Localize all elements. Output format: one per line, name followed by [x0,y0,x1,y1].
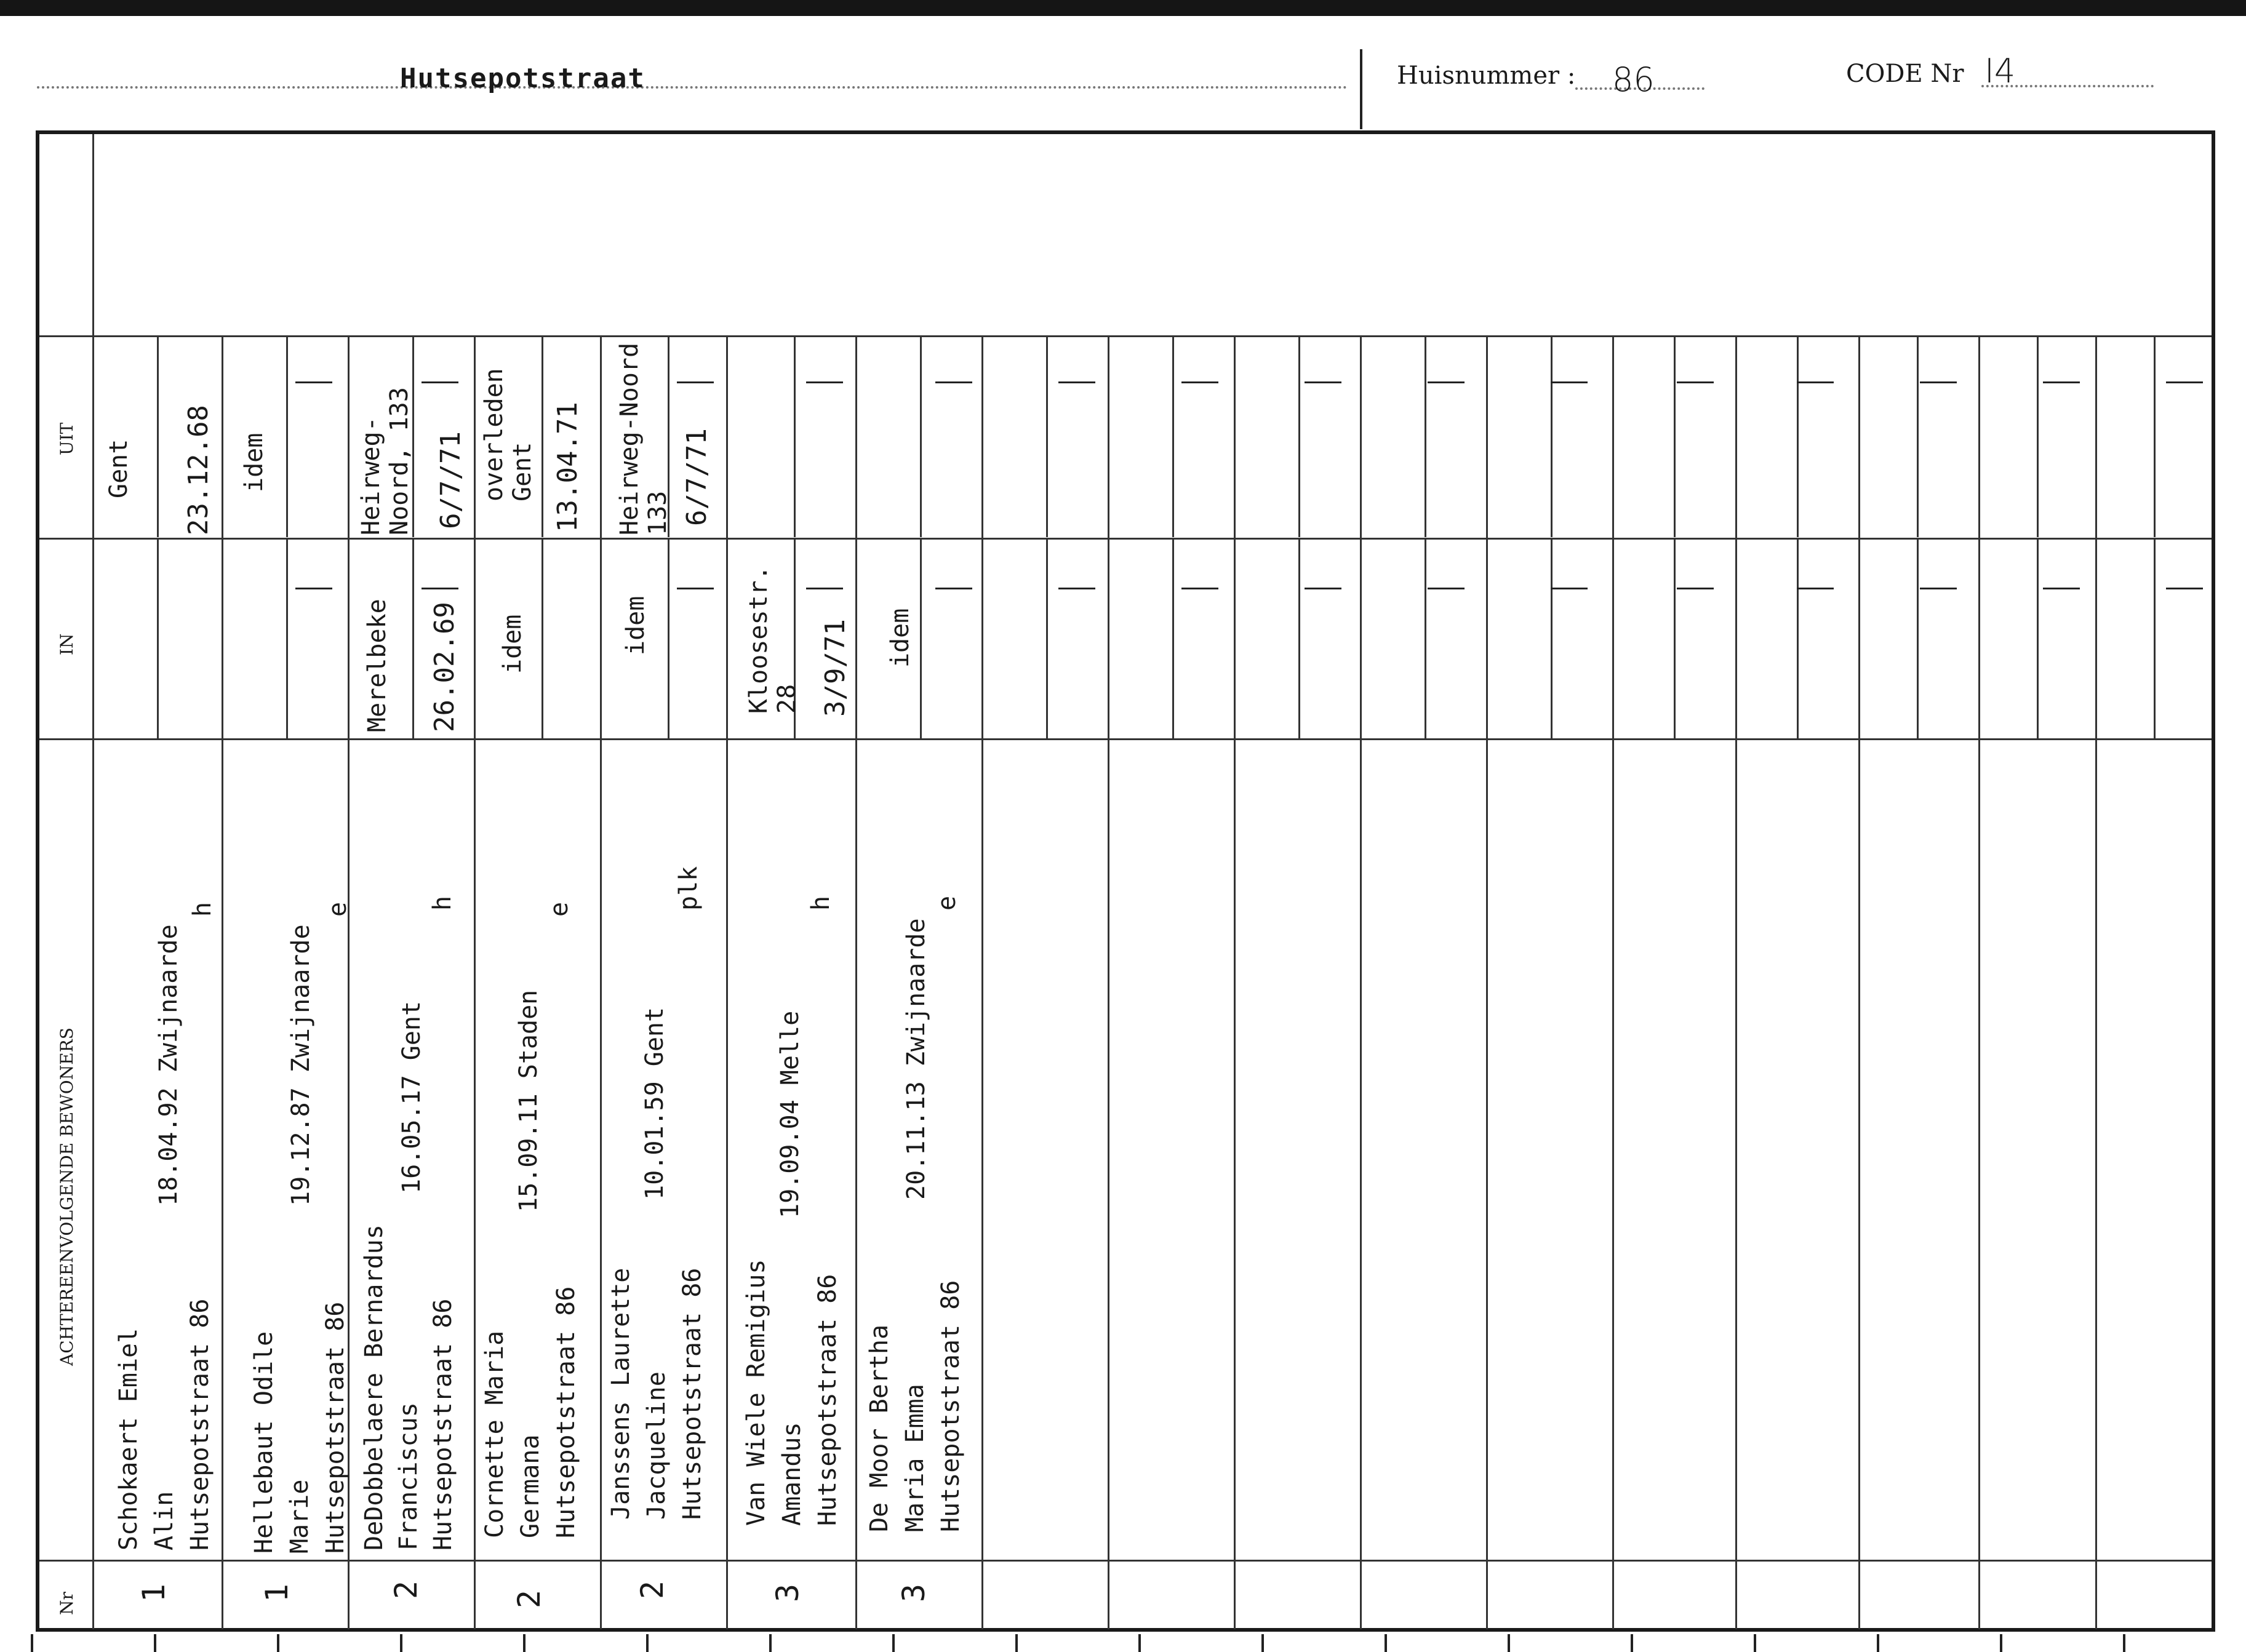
empty-cell-dash [677,381,714,383]
label-column-divider [92,134,94,1629]
header-separator [1360,49,1362,129]
in-place: idem [498,614,527,674]
sub-column-line [2037,335,2039,537]
uit-label: UIT [57,422,77,455]
sub-column-line [1172,538,1174,740]
in-date: 3/9/71 [820,619,851,717]
empty-cell-dash [295,588,332,589]
resident-marker: h [428,895,457,911]
empty-cell-dash [2043,588,2080,589]
sub-column-line [1551,335,1553,537]
entry-nr: 3 [896,1583,932,1603]
uit-date: 6/7/71 [435,431,466,529]
resident-line: Hellebaut Odile [250,1331,278,1554]
uit-date: 13.04.71 [552,402,583,532]
sub-column-line [920,335,922,537]
street-name: Hutsepotstraat [400,63,645,94]
empty-cell-dash [1305,588,1341,589]
resident-line: Germana [516,1434,545,1538]
sub-column-line [286,538,288,740]
resident-line: Jacqueline [642,1371,671,1520]
code-label: CODE Nr [1846,60,1964,88]
bottom-tick [1877,1634,1879,1652]
sub-column-line [1797,335,1799,537]
entry-nr: 3 [770,1583,805,1603]
resident-marker: e [545,901,573,917]
resident-marker: plk [674,866,703,911]
empty-cell-dash [1797,381,1834,383]
column-line [222,335,223,1629]
column-line [2095,335,2097,1629]
resident-line: De Moor Bertha [865,1324,893,1532]
empty-cell-dash [1058,381,1095,383]
resident-birth: 15.09.11 Staden [514,989,543,1212]
in-place: idem [621,596,650,655]
bottom-tick [1261,1634,1264,1652]
sub-column-line [1298,335,1300,537]
resident-line: Maria Emma [901,1384,929,1532]
resident-marker: h [807,895,835,911]
sub-column-line [286,335,288,537]
empty-cell-dash [1797,588,1834,589]
sub-column-line [2154,538,2156,740]
bottom-tick [1508,1634,1510,1652]
uit-place: Gent [105,439,133,498]
resident-line: Franciscus [394,1402,423,1550]
uit-date: 6/7/71 [681,428,713,526]
entry-nr: 2 [388,1580,424,1600]
resident-line: Marie [286,1479,314,1554]
resident-line: Hutsepotstraat 86 [321,1301,350,1554]
empty-cell-dash [2166,588,2203,589]
residents-top-line [39,738,2212,740]
entry-nr: 2 [634,1580,670,1600]
scan-top-edge [0,0,2246,16]
column-line [1612,335,1614,1629]
empty-cell-dash [677,588,714,589]
empty-cell-dash [422,588,458,589]
resident-line: Hutsepotstraat 86 [937,1280,965,1532]
empty-cell-dash [1428,588,1465,589]
empty-cell-dash [422,381,458,383]
bottom-tick [523,1634,526,1652]
sub-column-line [794,335,796,537]
empty-cell-dash [1551,381,1588,383]
nr-top-line [39,1560,2212,1562]
empty-cell-dash [1677,588,1714,589]
resident-birth: 16.05.17 Gent [398,1000,426,1194]
in-place: Kloosestr. 28 [745,565,801,714]
column-line [855,335,857,1629]
bottom-tick [769,1634,772,1652]
resident-line: Hutsepotstraat 86 [678,1267,706,1520]
resident-birth: 19.12.87 Zwijnaarde [287,924,315,1206]
code-value: I4 [1984,52,2016,90]
sub-column-line [920,538,922,740]
bottom-tick [892,1634,895,1652]
house-number-label: Huisnummer : [1397,62,1576,90]
resident-marker: h [188,901,217,917]
bottom-tick [1138,1634,1141,1652]
house-number-value: 86 [1612,60,1655,99]
resident-names [477,1287,584,1538]
column-line [1486,335,1488,1629]
column-line [474,335,476,1629]
resident-birth: 19.09.04 Melle [776,1010,804,1218]
resident-line: Alin [150,1491,178,1550]
sub-column-line [1172,335,1174,537]
resident-names [246,1302,353,1554]
residents-label: ACHTEREENVOLGENDE BEWONERS [57,1028,77,1366]
empty-cell-dash [1551,588,1588,589]
resident-birth: 20.11.13 Zwijnaarde [902,918,930,1200]
bottom-tick [1631,1634,1633,1652]
resident-line: Amandus [778,1422,806,1526]
empty-cell-dash [806,588,843,589]
empty-cell-dash [1305,381,1341,383]
resident-line: Cornette Maria [481,1330,509,1538]
uit-date: 23.12.68 [183,405,214,535]
sub-column-line [1674,335,1676,537]
entry-nr: 2 [511,1589,547,1609]
sub-column-line [412,538,414,740]
sub-column-line [542,335,543,537]
resident-birth: 18.04.92 Zwijnaarde [154,924,183,1206]
sub-column-line [1046,335,1048,537]
in-top-line [39,538,2212,540]
sub-column-line [1797,538,1799,740]
bottom-tick [2000,1634,2002,1652]
sub-column-line [1674,538,1676,740]
entry-nr: 1 [136,1583,172,1603]
resident-line: DeDobbelaere Bernardus [360,1224,388,1550]
nr-label: Nr [57,1592,77,1615]
entry-nr: 1 [259,1583,295,1603]
sub-column-line [542,538,543,740]
in-place: idem [886,608,914,668]
bottom-tick [1385,1634,1387,1652]
resident-names [861,1280,969,1532]
empty-cell-dash [1428,381,1465,383]
sub-column-line [1551,538,1553,740]
resident-line: Hutsepotstraat 86 [186,1298,214,1550]
sub-column-line [2037,538,2039,740]
empty-cell-dash [1181,588,1218,589]
column-line [1735,335,1737,1629]
uit-place: Heirweg-Noord 133 [615,342,672,535]
sub-column-line [668,538,669,740]
empty-cell-dash [1677,381,1714,383]
column-line [1858,335,1860,1629]
column-line [1978,335,1980,1629]
resident-names [603,1268,710,1520]
resident-line: Hutsepotstraat 86 [429,1298,457,1550]
sub-column-line [1425,335,1426,537]
column-line [1108,335,1109,1629]
empty-cell-dash [1920,588,1957,589]
sub-column-line [1917,538,1919,740]
sub-column-line [1046,538,1048,740]
resident-names [738,1259,845,1526]
resident-names [111,1299,218,1550]
sub-column-line [1425,538,1426,740]
resident-line: Hutsepotstraat 86 [552,1286,580,1538]
empty-cell-dash [1181,381,1218,383]
resident-line: Janssens Laurette [607,1267,635,1520]
resident-line: Hutsepotstraat 86 [813,1274,842,1526]
resident-marker: e [933,895,961,911]
bottom-tick [277,1634,279,1652]
uit-place: idem [240,433,268,492]
column-line [981,335,983,1629]
street-dotted-line [37,86,1348,89]
empty-cell-dash [295,381,332,383]
bottom-tick [400,1634,402,1652]
bottom-tick [154,1634,156,1652]
column-line [1234,335,1236,1629]
column-line [726,335,728,1629]
column-line [1360,335,1362,1629]
in-date: 26.02.69 [429,602,460,732]
bottom-tick [646,1634,649,1652]
empty-cell-dash [2166,381,2203,383]
sub-column-line [1298,538,1300,740]
resident-line: Van Wiele Remigius [742,1259,770,1526]
empty-cell-dash [1920,381,1957,383]
bottom-tick [1754,1634,1756,1652]
bottom-tick [2123,1634,2125,1652]
bottom-tick [1015,1634,1018,1652]
resident-marker: e [324,901,352,917]
column-line [600,335,602,1629]
empty-cell-dash [935,381,972,383]
bottom-tick [31,1634,33,1652]
empty-cell-dash [806,381,843,383]
uit-place: Heirweg-Noord, 133 [357,387,414,535]
resident-birth: 10.01.59 Gent [641,1007,669,1200]
resident-line: Schokaert Emiel [114,1328,143,1550]
empty-cell-dash [2043,381,2080,383]
in-label: IN [57,633,77,655]
sub-column-line [2154,335,2156,537]
uit-place: overleden Gent [480,368,537,501]
empty-cell-dash [1058,588,1095,589]
in-place: Merelbeke [363,599,391,732]
sub-column-line [157,335,159,537]
sub-column-line [157,538,159,740]
resident-names [357,1224,460,1550]
sub-column-line [1917,335,1919,537]
empty-cell-dash [935,588,972,589]
